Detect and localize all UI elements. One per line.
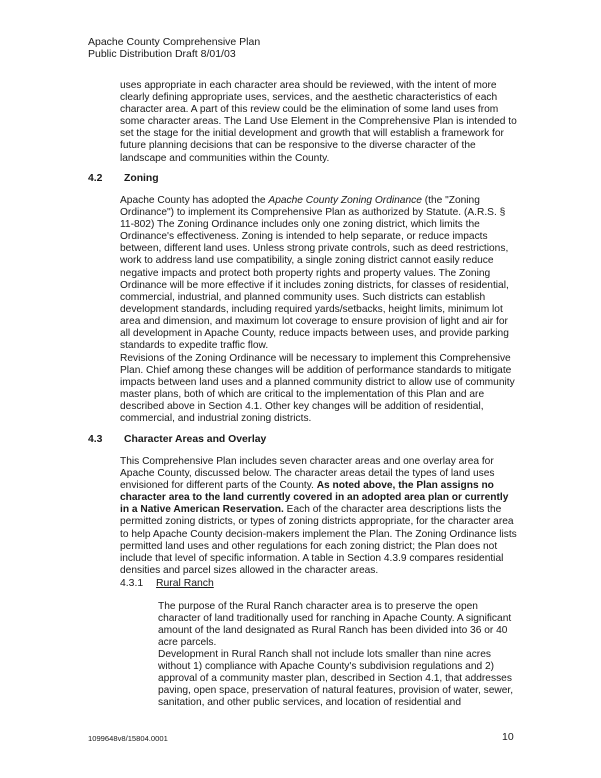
text-run: Apache County has adopted the [120, 195, 269, 206]
section-number: 4.3.1 [120, 578, 144, 589]
bold-notice: As noted above, the Plan assigns no character area to the land currently covered in an adopted area plan or currently in a Native American Reservation. [120, 480, 509, 516]
rural-ranch-paragraph-1: The purpose of the Rural Ranch character area is to preserve the open character of land traditionally used for ranching in Apache County. A significant amount of the land designated as Rural Ranch has been divided into 36 or 40 acre parcels. [158, 601, 512, 649]
text-run: (the "Zoning Ordinance") to implement its Comprehensive Plan as authorized by Statute. (A.R.S. § 11-802) The Zoning Ordinance includes only one zoning district, which limits the Ordinance's effectiveness. Zoning is intended to help separate, or reduce impacts between, different land uses. Unless strong private controls, such as deed restrictions, work to address land use compatibility, a single zoning district cannot easily reduce negative impacts and protect both property rights and property values. The Zoning Ordinance will be more effective if it includes zoning districts, for classes of residential, commercial, industrial, and planned community uses. Such districts can establish development standards, including required yards/setbacks, height limits, minimum lot area and dimension, and maximum lot coverage to ensure provision of light and air for all development in Apache County, reduce impacts between uses, and provide parking standards to expedite traffic flow. [120, 195, 509, 352]
rural-ranch-paragraph-2: Development in Rural Ranch shall not include lots smaller than nine acres without 1) compliance with Apache County's subdivision regulations and 2) approval of a community master plan, described in Section 4.1, that addresses paving, open space, preservation of natural features, provision of water, sewer, sanitation, and other public services, and location of residential and [158, 649, 514, 709]
page-number: 10 [502, 731, 514, 743]
section-title: Rural Ranch [156, 578, 214, 589]
intro-paragraph: uses appropriate in each character area should be reviewed, with the intent of more clearly defining appropriate uses, services, and the aesthetic characteristics of each character area. A part of this review could be the elimination of some land uses from some character areas. The Land Use Element in the Comprehensive Plan is intended to set the stage for the initial development and growth that will establish a framework for future planning decisions that can be responsive to the diverse character of the landscape and communities within the County. [120, 80, 517, 164]
section-number: 4.2 [88, 173, 103, 184]
section-number: 4.3 [88, 434, 103, 445]
zoning-paragraph-1 [120, 195, 520, 352]
section-4-2-heading [88, 173, 159, 185]
header-line-1: Apache County Comprehensive Plan [88, 36, 261, 48]
page-header [88, 36, 260, 60]
text-run: Each of the character area descriptions lists the permitted zoning districts, or types of zoning districts appropriate, for the character area to help Apache County decision-makers implement the Plan. The Zoning Ordinance lists permitted land uses and other regulations for each zoning district; the Plan does not include that level of specific information. A table in Section 4.3.9 compares residential densities and parcel sizes allowed in the character areas. [120, 504, 517, 576]
section-4-3-1-heading [120, 578, 214, 590]
header-line-2: Public Distribution Draft 8/01/03 [88, 48, 236, 60]
text-run: This Comprehensive Plan includes seven character areas and one overlay area for Apache County, discussed below. The character areas detail the types of land uses envisioned for different parts of the County. [120, 456, 495, 492]
section-title: Zoning [124, 173, 159, 184]
section-4-3-heading [88, 434, 266, 446]
zoning-paragraph-2: Revisions of the Zoning Ordinance will be necessary to implement this Comprehensive Plan. Chief among these changes will be addition of performance standards to mitigate impacts between land uses and a planned community district to allow use of community master plans, both of which are critical to the implementation of this Plan and are described above in Section 4.1. Other key changes will be addition of residential, commercial, and industrial zoning districts. [120, 353, 515, 425]
character-areas-paragraph [120, 456, 520, 577]
ordinance-title: Apache County Zoning Ordinance [268, 195, 422, 206]
section-title: Character Areas and Overlay [124, 434, 267, 445]
document-id: 1099648v8/15804.0001 [88, 734, 168, 743]
